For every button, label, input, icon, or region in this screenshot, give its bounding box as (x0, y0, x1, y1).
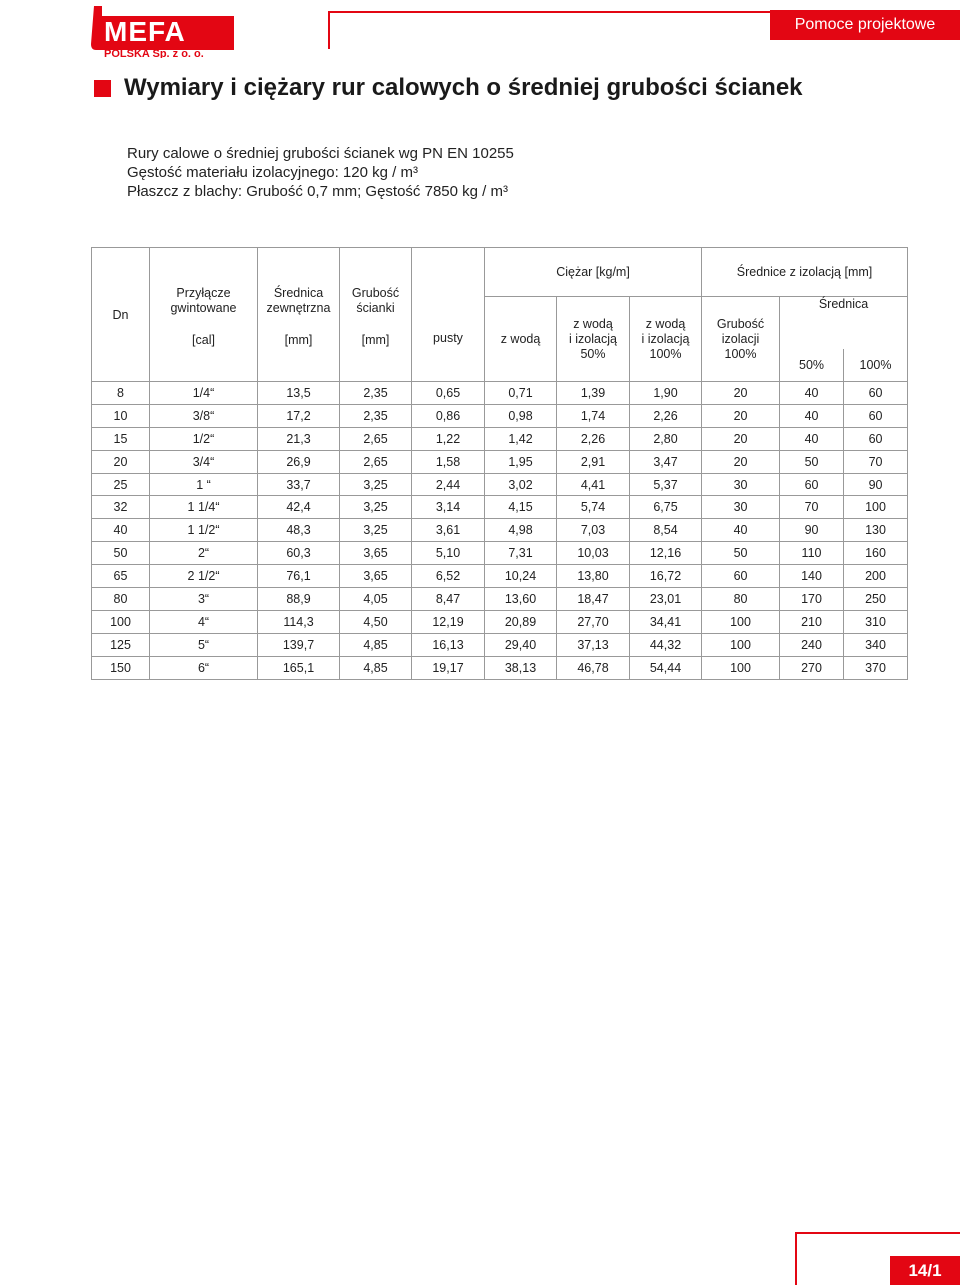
table-cell: 210 (780, 610, 844, 633)
table-cell: 40 (780, 382, 844, 405)
table-cell: 3,25 (340, 519, 412, 542)
table-cell: 200 (844, 565, 908, 588)
table-cell: 4,15 (485, 496, 557, 519)
table-cell: 7,03 (557, 519, 630, 542)
table-cell: 65 (92, 565, 150, 588)
table-cell: 7,31 (485, 542, 557, 565)
table-cell: 18,47 (557, 588, 630, 611)
table-cell: 0,98 (485, 404, 557, 427)
table-cell: 37,13 (557, 633, 630, 656)
table-cell: 3,65 (340, 542, 412, 565)
table-cell: 160 (844, 542, 908, 565)
table-cell: 3,14 (412, 496, 485, 519)
table-cell: 46,78 (557, 656, 630, 679)
table-cell: 2,26 (557, 427, 630, 450)
table-cell: 3,61 (412, 519, 485, 542)
table-cell: 100 (702, 656, 780, 679)
table-cell: 26,9 (258, 450, 340, 473)
table-cell: 1,39 (557, 382, 630, 405)
table-cell: 140 (780, 565, 844, 588)
table-cell: 33,7 (258, 473, 340, 496)
table-cell: 10 (92, 404, 150, 427)
col-dn: Dn (92, 248, 150, 382)
col-z-woda-izolacja-100: z wodą i izolacją 100% (630, 297, 702, 382)
table-cell: 1,42 (485, 427, 557, 450)
table-cell: 4,05 (340, 588, 412, 611)
table-cell: 19,17 (412, 656, 485, 679)
table-cell: 3,25 (340, 496, 412, 519)
table-cell: 60 (702, 565, 780, 588)
table-cell: 310 (844, 610, 908, 633)
table-cell: 42,4 (258, 496, 340, 519)
table-cell: 10,24 (485, 565, 557, 588)
table-cell: 2,65 (340, 427, 412, 450)
table-cell: 1,90 (630, 382, 702, 405)
table-cell: 1 “ (150, 473, 258, 496)
table-cell: 1,22 (412, 427, 485, 450)
table-cell: 3/4“ (150, 450, 258, 473)
table-cell: 70 (780, 496, 844, 519)
table-cell: 1 1/4“ (150, 496, 258, 519)
table-row (92, 656, 908, 679)
table-row (92, 473, 908, 496)
col-srednica-50: 50% (780, 349, 844, 382)
table-cell: 70 (844, 450, 908, 473)
table-cell: 30 (702, 473, 780, 496)
table-cell: 170 (780, 588, 844, 611)
table-cell: 12,19 (412, 610, 485, 633)
table-row (92, 427, 908, 450)
table-row (92, 382, 908, 405)
table-cell: 40 (702, 519, 780, 542)
col-group-srednica: Średnica (780, 297, 908, 350)
table-cell: 29,40 (485, 633, 557, 656)
table-cell: 13,5 (258, 382, 340, 405)
table-cell: 2“ (150, 542, 258, 565)
table-cell: 250 (844, 588, 908, 611)
col-srednica-zewnetrzna: Średnica zewnętrzna [mm] (258, 248, 340, 382)
table-cell: 130 (844, 519, 908, 542)
table-cell: 21,3 (258, 427, 340, 450)
table-cell: 40 (780, 404, 844, 427)
table-cell: 1/2“ (150, 427, 258, 450)
table-cell: 2,91 (557, 450, 630, 473)
table-cell: 2,80 (630, 427, 702, 450)
col-group-srednice: Średnice z izolacją [mm] (702, 248, 908, 297)
table-cell: 0,65 (412, 382, 485, 405)
table-cell: 76,1 (258, 565, 340, 588)
table-cell: 3,02 (485, 473, 557, 496)
table-cell: 270 (780, 656, 844, 679)
table-cell: 1,95 (485, 450, 557, 473)
table-cell: 1 1/2“ (150, 519, 258, 542)
table-cell: 15 (92, 427, 150, 450)
table-cell: 90 (844, 473, 908, 496)
table-cell: 2,35 (340, 404, 412, 427)
table-cell: 90 (780, 519, 844, 542)
logo-sub: POLSKA Sp. z o. o. (104, 48, 204, 58)
table-cell: 150 (92, 656, 150, 679)
table-cell: 4,85 (340, 656, 412, 679)
col-grubosc-izolacji: Grubość izolacji 100% (702, 297, 780, 382)
table-row (92, 565, 908, 588)
table-cell: 60 (844, 382, 908, 405)
table-cell: 139,7 (258, 633, 340, 656)
table-row (92, 610, 908, 633)
header-rule-vertical (328, 11, 330, 49)
table-cell: 5,10 (412, 542, 485, 565)
table-cell: 27,70 (557, 610, 630, 633)
table-cell: 40 (780, 427, 844, 450)
table-cell: 12,16 (630, 542, 702, 565)
col-group-ciezar: Ciężar [kg/m] (485, 248, 702, 297)
table-cell: 0,86 (412, 404, 485, 427)
table-row (92, 588, 908, 611)
table-cell: 3,25 (340, 473, 412, 496)
table-cell: 16,72 (630, 565, 702, 588)
table-cell: 8,47 (412, 588, 485, 611)
logo-brand: MEFA (104, 16, 186, 47)
section-tag: Pomoce projektowe (770, 10, 960, 40)
table-cell: 60 (780, 473, 844, 496)
table-cell: 100 (702, 610, 780, 633)
intro-line: Płaszcz z blachy: Grubość 0,7 mm; Gęstość 7850 kg / m³ (127, 183, 508, 200)
mefa-logo (88, 4, 238, 58)
table-cell: 54,44 (630, 656, 702, 679)
table-cell: 3,47 (630, 450, 702, 473)
table-cell: 114,3 (258, 610, 340, 633)
table-cell: 1,74 (557, 404, 630, 427)
table-cell: 10,03 (557, 542, 630, 565)
table-cell: 20 (702, 382, 780, 405)
table-cell: 8 (92, 382, 150, 405)
table-row (92, 519, 908, 542)
table-row (92, 450, 908, 473)
table-cell: 3“ (150, 588, 258, 611)
title-bullet (94, 80, 111, 97)
table-cell: 4“ (150, 610, 258, 633)
col-z-woda: z wodą (485, 297, 557, 382)
table-cell: 100 (92, 610, 150, 633)
table-cell: 60 (844, 404, 908, 427)
table-cell: 2,65 (340, 450, 412, 473)
table-cell: 2,26 (630, 404, 702, 427)
table-cell: 20,89 (485, 610, 557, 633)
table-cell: 20 (92, 450, 150, 473)
table-cell: 5“ (150, 633, 258, 656)
table-cell: 20 (702, 450, 780, 473)
col-grubosc-scianki: Grubość ścianki [mm] (340, 248, 412, 382)
table-cell: 16,13 (412, 633, 485, 656)
table-cell: 4,50 (340, 610, 412, 633)
table-cell: 13,60 (485, 588, 557, 611)
dimensions-table (91, 247, 908, 680)
table-cell: 50 (780, 450, 844, 473)
col-przylacze: Przyłącze gwintowane [cal] (150, 248, 258, 382)
table-cell: 2,44 (412, 473, 485, 496)
table-cell: 17,2 (258, 404, 340, 427)
table-cell: 60,3 (258, 542, 340, 565)
intro-line: Gęstość materiału izolacyjnego: 120 kg / m³ (127, 164, 418, 181)
table-row (92, 633, 908, 656)
table-cell: 110 (780, 542, 844, 565)
table-cell: 1/4“ (150, 382, 258, 405)
table-cell: 4,85 (340, 633, 412, 656)
page-title: Wymiary i ciężary rur calowych o średniej grubości ścianek (124, 74, 803, 101)
table-cell: 32 (92, 496, 150, 519)
table-cell: 5,37 (630, 473, 702, 496)
table-cell: 2 1/2“ (150, 565, 258, 588)
table-cell: 100 (702, 633, 780, 656)
table-cell: 48,3 (258, 519, 340, 542)
table-cell: 240 (780, 633, 844, 656)
table-cell: 34,41 (630, 610, 702, 633)
col-pusty: pusty (412, 248, 485, 382)
table-cell: 6“ (150, 656, 258, 679)
table-cell: 370 (844, 656, 908, 679)
table-cell: 80 (702, 588, 780, 611)
table-cell: 5,74 (557, 496, 630, 519)
table-cell: 8,54 (630, 519, 702, 542)
table-row (92, 496, 908, 519)
table-cell: 25 (92, 473, 150, 496)
page-number: 14/1 (890, 1256, 960, 1285)
intro-text (127, 144, 514, 201)
table-cell: 60 (844, 427, 908, 450)
col-srednica-100: 100% (844, 349, 908, 382)
table-cell: 100 (844, 496, 908, 519)
table-cell: 4,41 (557, 473, 630, 496)
table-cell: 13,80 (557, 565, 630, 588)
col-z-woda-izolacja-50: z wodą i izolacją 50% (557, 297, 630, 382)
table-cell: 20 (702, 427, 780, 450)
table-cell: 88,9 (258, 588, 340, 611)
table-cell: 1,58 (412, 450, 485, 473)
table-row (92, 542, 908, 565)
table-cell: 165,1 (258, 656, 340, 679)
intro-line: Rury calowe o średniej grubości ścianek wg PN EN 10255 (127, 145, 514, 162)
table-cell: 125 (92, 633, 150, 656)
table-cell: 3,65 (340, 565, 412, 588)
table-cell: 0,71 (485, 382, 557, 405)
table-cell: 6,75 (630, 496, 702, 519)
table-cell: 80 (92, 588, 150, 611)
table-cell: 4,98 (485, 519, 557, 542)
table-cell: 30 (702, 496, 780, 519)
table-cell: 3/8“ (150, 404, 258, 427)
table-cell: 50 (92, 542, 150, 565)
table-body (92, 382, 908, 680)
table-cell: 20 (702, 404, 780, 427)
table-cell: 2,35 (340, 382, 412, 405)
table-cell: 23,01 (630, 588, 702, 611)
table-row (92, 404, 908, 427)
table-cell: 38,13 (485, 656, 557, 679)
table-cell: 44,32 (630, 633, 702, 656)
table-cell: 40 (92, 519, 150, 542)
table-cell: 340 (844, 633, 908, 656)
table-cell: 50 (702, 542, 780, 565)
table-cell: 6,52 (412, 565, 485, 588)
